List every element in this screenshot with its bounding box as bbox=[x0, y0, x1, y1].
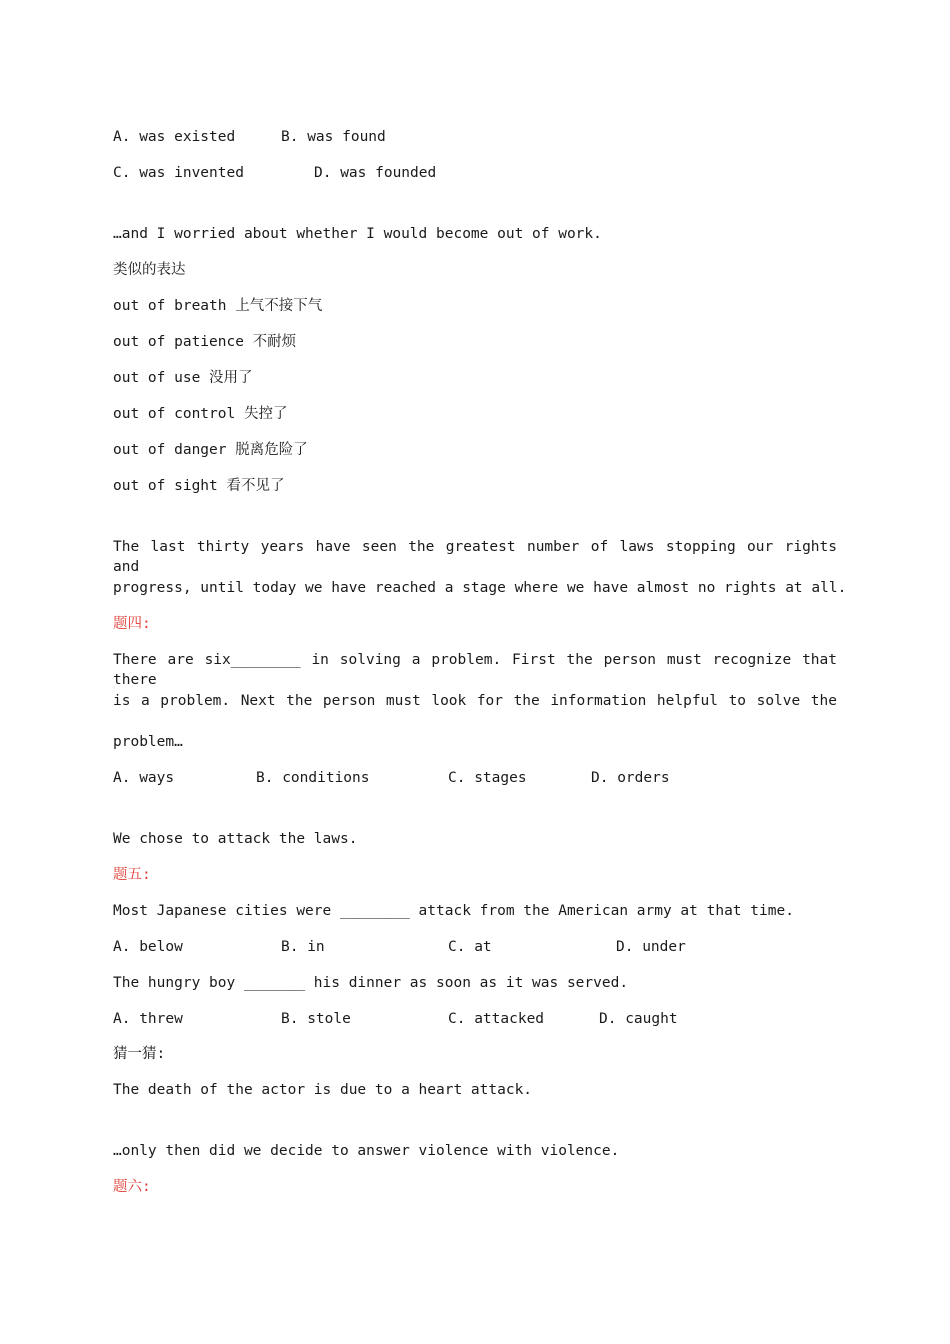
laws-paragraph-line: progress, until today we have reached a stage where we have almost no rights at all. bbox=[113, 580, 847, 596]
option-c: C. attacked bbox=[448, 1011, 545, 1027]
expression-item: out of control 失控了 bbox=[113, 406, 288, 422]
option-c: C. at bbox=[448, 939, 492, 955]
question-5-text: Most Japanese cities were ________ attack from the American army at that time. bbox=[113, 903, 794, 919]
option-c: C. stages bbox=[448, 770, 527, 786]
option-d: D. under bbox=[616, 939, 686, 955]
option-c: C. was invented bbox=[113, 165, 244, 181]
question-4-line: There are six________ in solving a problem. First the person must recognize that there bbox=[113, 652, 837, 688]
similar-expressions-heading: 类似的表达 bbox=[113, 262, 186, 278]
laws-paragraph-line: The last thirty years have seen the greatest number of laws stopping our rights and bbox=[113, 539, 837, 575]
guess-heading: 猜一猜: bbox=[113, 1046, 166, 1062]
option-d: D. orders bbox=[591, 770, 670, 786]
question-5-title: 题五: bbox=[113, 867, 151, 883]
expression-item: out of danger 脱离危险了 bbox=[113, 442, 308, 458]
expression-item: out of use 没用了 bbox=[113, 370, 253, 386]
question-4-line: problem… bbox=[113, 734, 183, 750]
option-a: A. ways bbox=[113, 770, 175, 786]
expression-item: out of patience 不耐烦 bbox=[113, 334, 297, 350]
option-b: B. stole bbox=[281, 1011, 351, 1027]
option-b: B. in bbox=[281, 939, 325, 955]
question-6-title: 题六: bbox=[113, 1179, 151, 1195]
option-a: A. was existed bbox=[113, 129, 236, 145]
option-a: A. threw bbox=[113, 1011, 183, 1027]
option-a: A. below bbox=[113, 939, 183, 955]
out-of-work-sentence: …and I worried about whether I would become out of work. bbox=[113, 226, 602, 242]
option-d: D. caught bbox=[599, 1011, 678, 1027]
option-b: B. was found bbox=[281, 129, 386, 145]
expression-item: out of sight 看不见了 bbox=[113, 478, 285, 494]
option-d: D. was founded bbox=[314, 165, 437, 181]
violence-sentence: …only then did we decide to answer violence with violence. bbox=[113, 1143, 620, 1159]
question-4-title: 题四: bbox=[113, 616, 151, 632]
guess-sentence: The death of the actor is due to a heart attack. bbox=[113, 1082, 533, 1098]
option-b: B. conditions bbox=[256, 770, 370, 786]
question-4-line: is a problem. Next the person must look for the information helpful to solve the bbox=[113, 693, 837, 709]
attack-sentence: We chose to attack the laws. bbox=[113, 831, 358, 847]
question-5-text-2: The hungry boy _______ his dinner as soon as it was served. bbox=[113, 975, 629, 991]
expression-item: out of breath 上气不接下气 bbox=[113, 298, 323, 314]
